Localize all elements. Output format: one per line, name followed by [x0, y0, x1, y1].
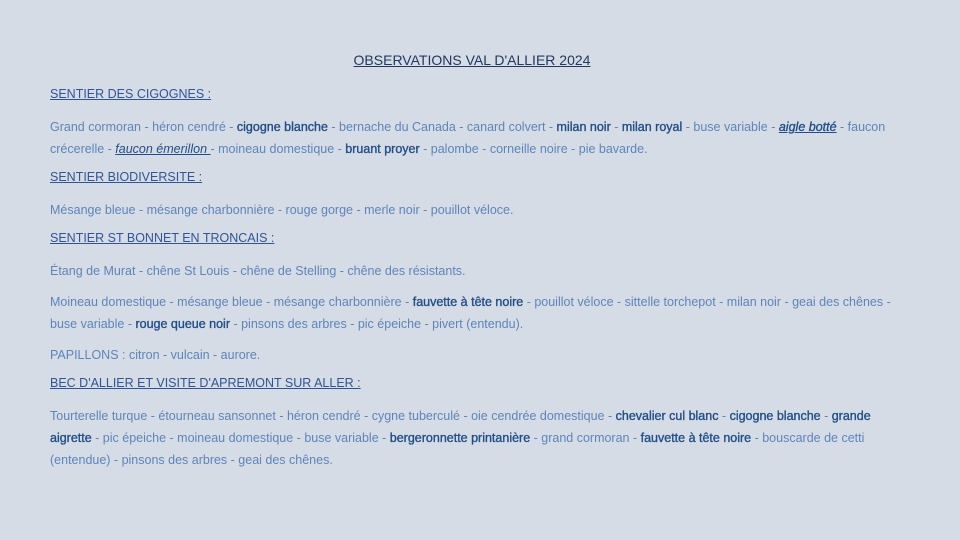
- section-paragraph: [50, 405, 910, 471]
- text-segment: Grand cormoran - héron cendré -: [50, 120, 237, 134]
- highlighted-species: rouge queue noir: [135, 317, 230, 331]
- highlighted-species: milan noir: [556, 120, 611, 134]
- highlighted-species: aigle botté: [778, 120, 837, 134]
- observations-content: [50, 86, 910, 480]
- highlighted-species: milan royal: [621, 120, 683, 134]
- text-segment: -: [820, 409, 832, 423]
- page-title: OBSERVATIONS VAL D'ALLIER 2024: [353, 52, 591, 68]
- text-segment: Moineau domestique - mésange bleue - mésange charbonnière -: [50, 295, 413, 309]
- highlighted-species: fauvette à tête noire: [640, 431, 752, 445]
- text-segment: - pouillot véloce - sittelle torchepot - milan noir - geai des chênes - buse variable -: [50, 295, 891, 331]
- text-segment: Étang de Murat - chêne St Louis - chêne de Stelling - chêne des résistants.: [50, 264, 466, 278]
- text-segment: - bernache du Canada - canard colvert -: [327, 120, 557, 134]
- highlighted-species: cigogne blanche: [236, 120, 328, 134]
- section-paragraph: [50, 116, 910, 160]
- text-segment: - buse variable -: [682, 120, 779, 134]
- text-segment: - faucon crécerelle -: [50, 120, 886, 156]
- text-segment: - pinsons des arbres - pic épeiche - pivert (entendu).: [230, 317, 524, 331]
- highlighted-species: fauvette à tête noire: [412, 295, 524, 309]
- highlighted-species: faucon émerillon: [115, 142, 211, 156]
- text-segment: -: [610, 120, 622, 134]
- text-segment: Mésange bleue - mésange charbonnière - rouge gorge - merle noir - pouillot véloce.: [50, 203, 514, 217]
- section-heading: SENTIER BIODIVERSITE :: [50, 170, 203, 184]
- text-segment: PAPILLONS : citron - vulcain - aurore.: [50, 348, 261, 362]
- section-heading: SENTIER DES CIGOGNES :: [50, 87, 212, 101]
- text-segment: - pic épeiche - moineau domestique - buse variable -: [91, 431, 390, 445]
- text-segment: - bouscarde de cetti (entendue) - pinsons des arbres - geai des chênes.: [50, 431, 865, 467]
- section-paragraph: [50, 260, 910, 282]
- section-paragraph: [50, 199, 910, 221]
- text-segment: -: [718, 409, 730, 423]
- highlighted-species: bruant proyer: [345, 142, 420, 156]
- section-heading: SENTIER ST BONNET EN TRONCAIS :: [50, 231, 275, 245]
- section-heading: BEC D'ALLIER ET VISITE D'APREMONT SUR ALLER :: [50, 376, 361, 390]
- text-segment: - moineau domestique -: [210, 142, 346, 156]
- highlighted-species: bergeronnette printanière: [389, 431, 531, 445]
- text-segment: Tourterelle turque - étourneau sansonnet - héron cendré - cygne tuberculé - oie cendrée domestique -: [50, 409, 616, 423]
- section-paragraph: [50, 344, 910, 366]
- highlighted-species: grande aigrette: [50, 409, 871, 445]
- section-paragraph: [50, 291, 910, 335]
- highlighted-species: chevalier cul blanc: [615, 409, 719, 423]
- text-segment: - palombe - corneille noire - pie bavarde.: [419, 142, 648, 156]
- text-segment: - grand cormoran -: [530, 431, 641, 445]
- highlighted-species: cigogne blanche: [729, 409, 821, 423]
